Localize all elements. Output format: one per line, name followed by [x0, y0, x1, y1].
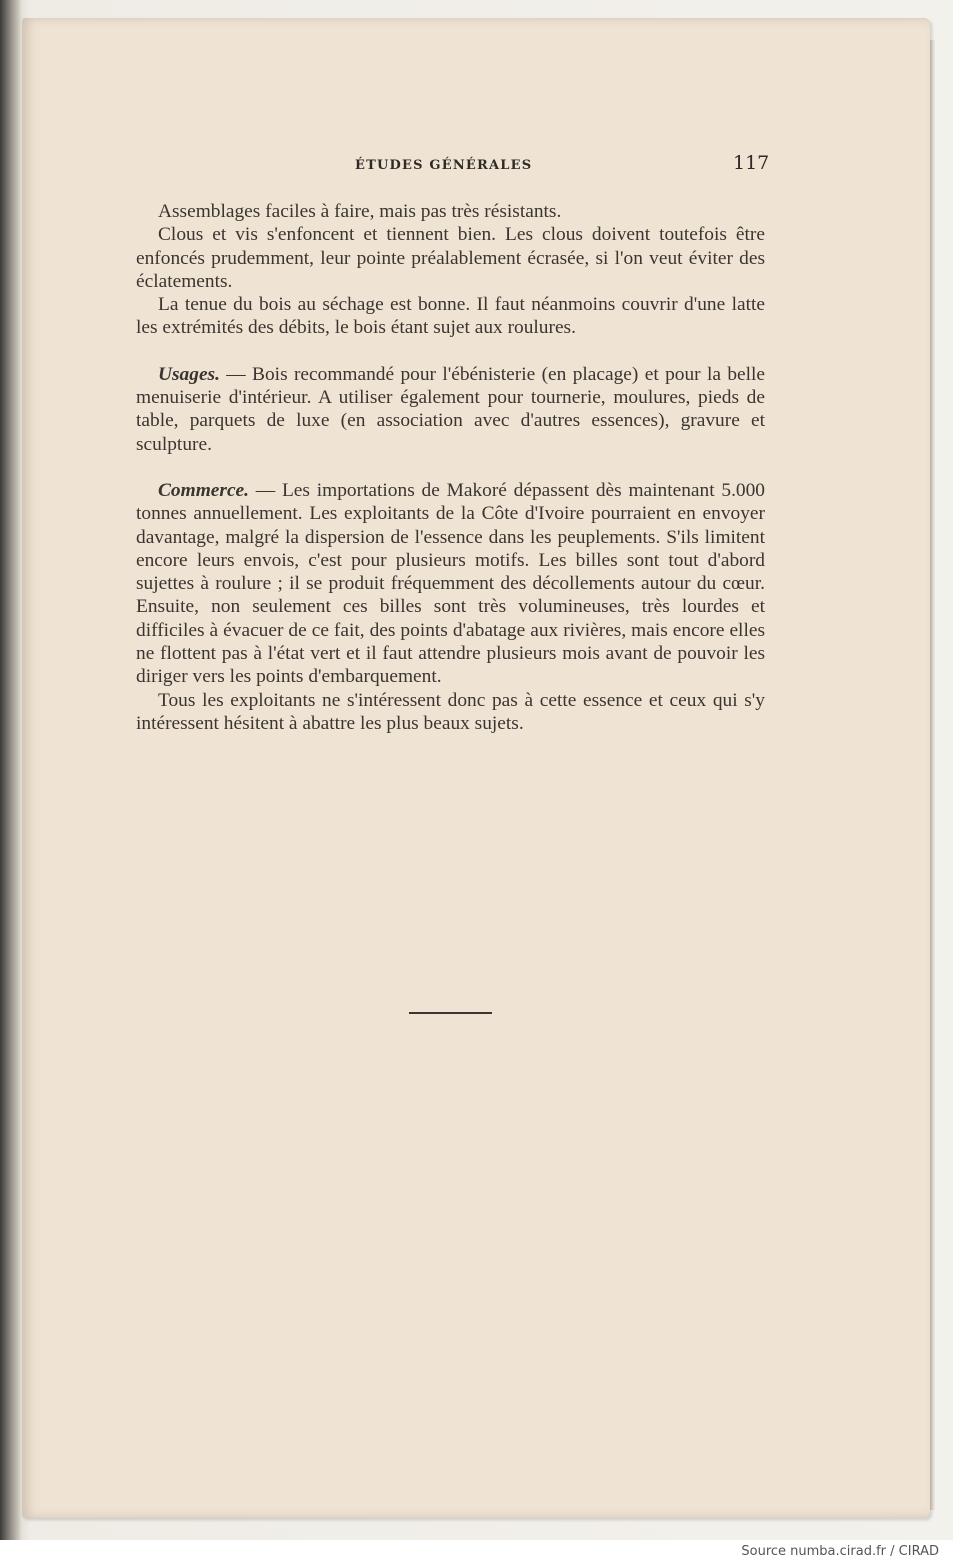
section-lead-commerce: Commerce. [158, 479, 250, 501]
paragraph-exploitants [136, 689, 765, 736]
paragraph-usages [136, 363, 765, 456]
paragraph-assemblages [136, 200, 765, 223]
paragraph-clous [136, 223, 765, 293]
running-head: ÉTUDES GÉNÉRALES [355, 158, 533, 173]
paragraph-text: Tous les exploitants ne s'intéressent donc pas à cette essence et ceux qui s'y intéressent hésitent à abattre les plus beaux sujets. [136, 689, 765, 734]
paragraph-text: — Les importations de Makoré dépassent dès maintenant 5.000 tonnes annuellement. Les exploitants de la Côte d'Ivoire pourraient en envoyer davantage, malgré la dispersion de l'essence dans les peuplements. S'ils limitent encore leurs envois, c'est pour plusieurs motifs. Les billes sont tout d'abord sujettes à roulure ; il se produit fréquemment des décollements autour du cœur. Ensuite, non seulement ces billes sont très volumineuses, très lourdes et difficiles à évacuer de ce fait, des points d'abatage aux rivières, mais encore elles ne flottent pas à l'état vert et il faut attendre plusieurs mois avant de pouvoir les diriger vers les points d'embarquement. [136, 479, 765, 688]
section-lead-usages: Usages. [158, 363, 220, 385]
paragraph-commerce [136, 479, 765, 689]
paragraph-text: — Bois recommandé pour l'ébénisterie (en placage) et pour la belle menuiserie d'intérieur. A utiliser également pour tournerie, moulures, pieds de table, parquets de luxe (en association avec d'autres essences), gravure et sculpture. [136, 363, 765, 455]
paragraph-text: La tenue du bois au séchage est bonne. Il faut néanmoins couvrir d'une latte les extrémités des débits, le bois étant sujet aux roulures. [136, 294, 765, 339]
end-rule [409, 1012, 492, 1014]
paragraph-text: Clous et vis s'enfoncent et tiennent bien. Les clous doivent toutefois être enfoncés prudemment, leur pointe préalablement écrasée, si l'on veut éviter des éclatements. [136, 224, 765, 292]
source-credit: Source numba.cirad.fr / CIRAD [741, 1544, 939, 1559]
paragraph-sechage [136, 293, 765, 340]
body-text [136, 200, 765, 735]
page-number: 117 [733, 152, 770, 174]
paragraph-text: Assemblages faciles à faire, mais pas très résistants. [158, 201, 562, 222]
